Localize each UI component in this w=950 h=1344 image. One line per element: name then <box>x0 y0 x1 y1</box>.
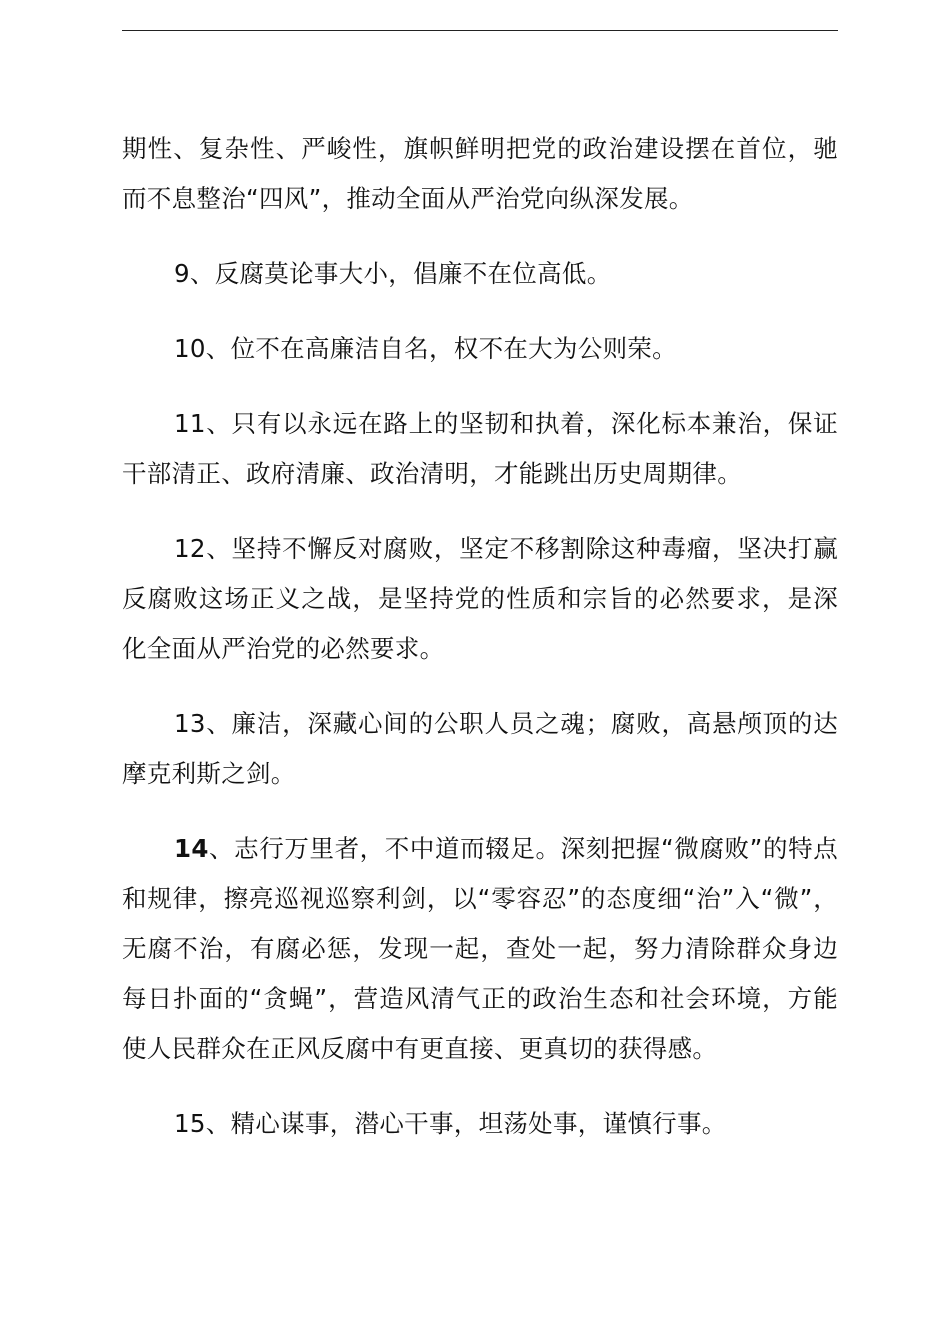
header-divider <box>122 30 838 31</box>
paragraph-gap <box>122 224 838 249</box>
item-number: 12 <box>174 534 206 563</box>
paragraph-item-11 <box>122 399 838 499</box>
document-body <box>122 124 838 1149</box>
paragraph-gap <box>122 299 838 324</box>
paragraph-text: 、反腐莫论事大小，倡廉不在位高低。 <box>189 259 612 288</box>
item-number: 15 <box>174 1109 206 1138</box>
paragraph-text: 、志行万里者，不中道而辍足。深刻把握“微腐败”的特点和规律，擦亮巡视巡察利剑，以“零容忍”的态度细“治”入“微”，无腐不治，有腐必惩，发现一起，查处一起，努力清除群众身边每日扑面的“贪蝇”，营造风清气正的政治生态和社会环境，方能使人民群众在正风反腐中有更直接、更真切的获得感。 <box>122 834 838 1063</box>
item-number: 10 <box>174 334 206 363</box>
paragraph-gap <box>122 674 838 699</box>
item-number: 11 <box>174 409 206 438</box>
paragraph-item-13 <box>122 699 838 799</box>
paragraph-gap <box>122 799 838 824</box>
paragraph-gap <box>122 1074 838 1099</box>
paragraph-item-9 <box>122 249 838 299</box>
paragraph-item-14 <box>122 824 838 1074</box>
item-number: 9 <box>174 259 190 288</box>
paragraph-text: 、位不在高廉洁自名，权不在大为公则荣。 <box>205 334 677 363</box>
paragraph-item-10 <box>122 324 838 374</box>
item-number: 14 <box>174 834 209 863</box>
paragraph-text: 、只有以永远在路上的坚韧和执着，深化标本兼治，保证干部清正、政府清廉、政治清明，才能跳出历史周期律。 <box>122 409 838 488</box>
paragraph-text: 、精心谋事，潜心干事，坦荡处事，谨慎行事。 <box>205 1109 727 1138</box>
paragraph-item-12 <box>122 524 838 674</box>
item-number: 13 <box>174 709 206 738</box>
paragraph-gap <box>122 499 838 524</box>
paragraph-item-15 <box>122 1099 838 1149</box>
paragraph-text: 、坚持不懈反对腐败，坚定不移割除这种毒瘤，坚决打赢反腐败这场正义之战，是坚持党的性质和宗旨的必然要求，是深化全面从严治党的必然要求。 <box>122 534 838 663</box>
paragraph-text: 期性、复杂性、严峻性，旗帜鲜明把党的政治建设摆在首位，驰而不息整治“四风”，推动全面从严治党向纵深发展。 <box>122 134 838 213</box>
paragraph-continued <box>122 124 838 224</box>
paragraph-gap <box>122 374 838 399</box>
paragraph-text: 、廉洁，深藏心间的公职人员之魂；腐败，高悬颅顶的达摩克利斯之剑。 <box>122 709 838 788</box>
